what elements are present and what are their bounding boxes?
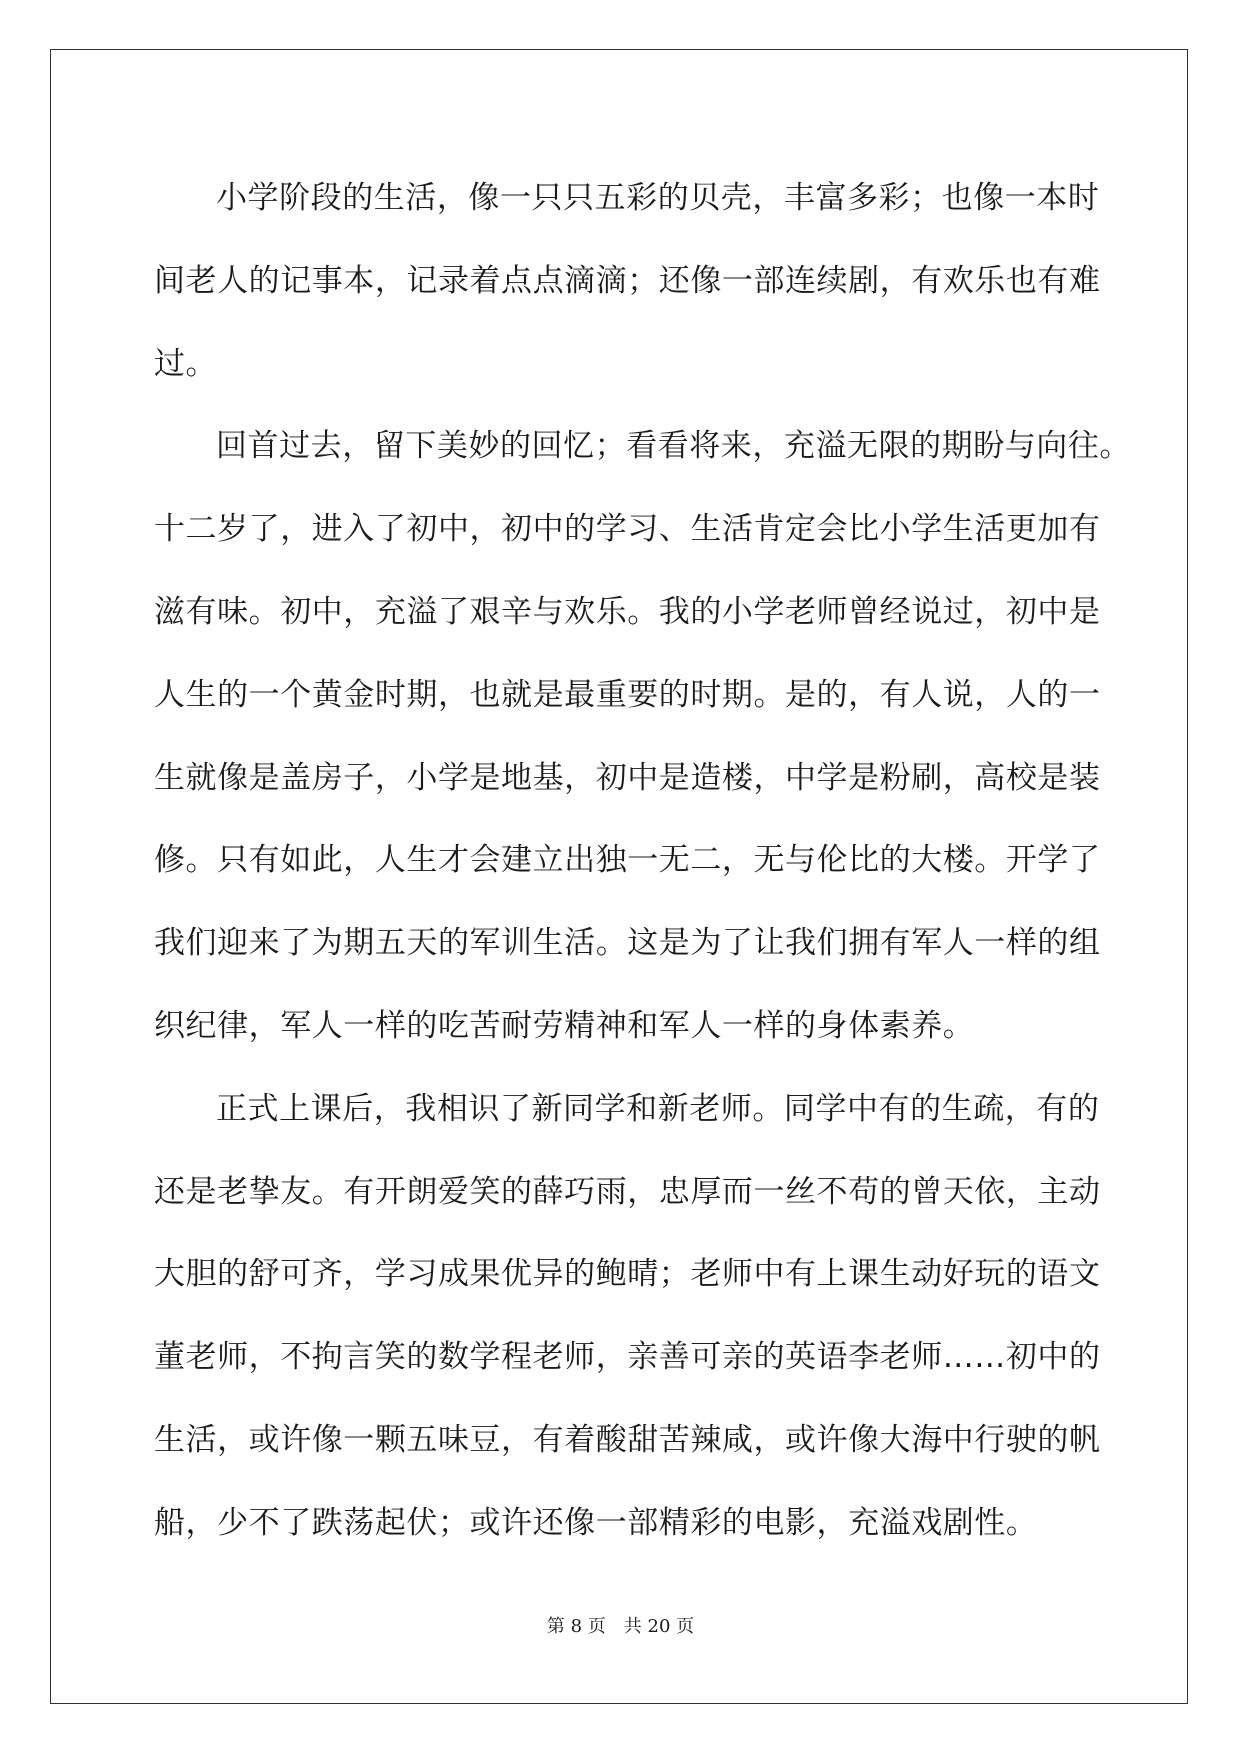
paragraph-3-line-1: 正式上课后，我相识了新同学和新老师。同学中有的生疏，有的 (216, 1090, 1100, 1127)
paragraph-2-line-5: 生就像是盖房子，小学是地基，初中是造楼，中学是粉刷，高校是装 (154, 759, 1101, 796)
paragraph-2-line-4: 人生的一个黄金时期，也就是最重要的时期。是的，有人说，人的一 (154, 676, 1101, 713)
paragraph-2-line-7: 我们迎来了为期五天的军训生活。这是为了让我们拥有军人一样的组 (154, 925, 1101, 962)
paragraph-2-line-8: 织纪律，军人一样的吃苦耐劳精神和军人一样的身体素养。 (154, 1007, 975, 1044)
page-number: 第 8 页 (546, 1616, 606, 1637)
paragraph-1-line-2: 间老人的记事本，记录着点点滴滴；还像一部连续剧，有欢乐也有难 (154, 262, 1101, 299)
paragraph-2-line-6: 修。只有如此，人生才会建立出独一无二，无与伦比的大楼。开学了 (154, 842, 1101, 879)
paragraph-1-line-1: 小学阶段的生活，像一只只五彩的贝壳，丰富多彩；也像一本时 (216, 180, 1100, 216)
paragraph-3-line-3: 大胆的舒可齐，学习成果优异的鲍晴；老师中有上课生动好玩的语文 (154, 1256, 1101, 1293)
paragraph-3-line-5: 生活，或许像一颗五味豆，有着酸甜苦辣咸，或许像大海中行驶的帆 (154, 1421, 1101, 1458)
document-body (154, 157, 1131, 1565)
paragraph-2-line-2: 十二岁了，进入了初中，初中的学习、生活肯定会比小学生活更加有 (154, 511, 1101, 548)
paragraph-2-line-3: 滋有味。初中，充溢了艰辛与欢乐。我的小学老师曾经说过，初中是 (154, 593, 1101, 630)
page-footer (0, 1615, 1241, 1639)
paragraph-2-line-1: 回首过去，留下美妙的回忆；看看将来，充溢无限的期盼与向往。 (216, 428, 1131, 465)
paragraph-3-line-4: 董老师，不拘言笑的数学程老师，亲善可亲的英语李老师……初中的 (154, 1339, 1101, 1376)
paragraph-1-line-3: 过。 (154, 345, 218, 382)
page-total: 共 20 页 (623, 1616, 695, 1637)
paragraph-3-line-6: 船，少不了跌荡起伏；或许还像一部精彩的电影，充溢戏剧性。 (154, 1504, 1038, 1541)
paragraph-3-line-2: 还是老挚友。有开朗爱笑的薛巧雨，忠厚而一丝不苟的曾天依，主动 (154, 1173, 1101, 1210)
